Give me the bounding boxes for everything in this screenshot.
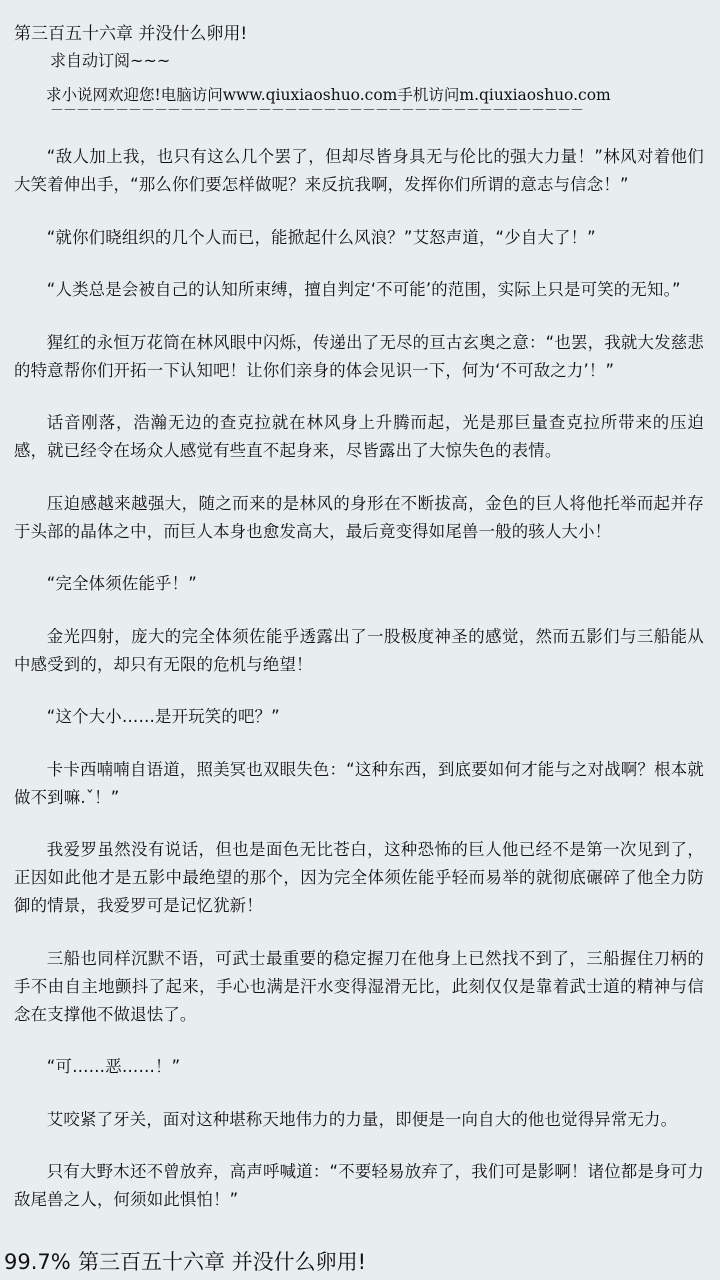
- reading-progress: 99.7%: [4, 1250, 71, 1274]
- paragraph: 话音刚落，浩瀚无边的查克拉就在林风身上升腾而起，光是那巨量查克拉所带来的压迫感，就已经令在场众人感觉有些直不起身来，尽皆露出了大惊失色的表情。: [14, 413, 704, 460]
- paragraph: 金光四射，庞大的完全体须佐能乎透露出了一股极度神圣的感觉，然而五影们与三船能从中感受到的，却只有无限的危机与绝望！: [14, 626, 704, 674]
- promo-divider: －－－－－－－－－－－－－－－－－－－－－－－－－－－－－－－－－－－－－－－－－: [50, 103, 583, 119]
- paragraph: 艾咬紧了牙关，面对这种堪称天地伟力的力量，即便是一向自大的他也觉得异常无力。: [46, 1109, 678, 1129]
- paragraph: 三船也同样沉默不语，可武士最重要的稳定握刀在他身上已然找不到了，三船握住刀柄的手不由自主地颤抖了起来，手心也满是汗水变得湿滑无比，此刻仅仅是靠着武士道的精神与信念在支撑他不做退怯了。: [14, 948, 704, 1024]
- paragraph: 压迫感越来越强大，随之而来的是林风的身形在不断拔高，金色的巨人将他托举而起并存于头部的晶体之中，而巨人本身也愈发高大，最后竟变得如尾兽一般的骇人大小！: [14, 493, 704, 541]
- paragraph: 只有大野木还不曾放弃，高声呼喊道：“不要轻易放弃了，我们可是影啊！诸位都是身可力敌尾兽之人，何须如此惧怕！”: [14, 1162, 704, 1209]
- paragraph: “人类总是会被自己的认知所束缚，擅自判定‘不可能’的范围，实际上只是可笑的无知。”: [46, 280, 681, 299]
- chapter-title: 第三百五十六章 并没什么卵用!: [14, 24, 248, 44]
- paragraph: “完全体须佐能乎！”: [46, 574, 197, 593]
- paragraph: 卡卡西喃喃自语道，照美冥也双眼失色：“这种东西，到底要如何才能与之对战啊？根本就做不到嘛.ˇ！”: [14, 759, 704, 807]
- subscribe-note: 求自动订阅~~~: [50, 51, 171, 70]
- paragraph: 我爱罗虽然没有说话，但也是面色无比苍白，这种恐怖的巨人他已经不是第一次见到了，正因如此他才是五影中最绝望的那个，因为完全体须佐能乎轻而易举的就彻底碾碎了他全力防御的情景，我爱罗可是记忆犹新！: [14, 840, 704, 915]
- reader-status-bar: [0, 1240, 720, 1280]
- status-chapter-title: 第三百五十六章 并没什么卵用!: [78, 1250, 367, 1274]
- site-promo: 求小说网欢迎您!电脑访问www.qiuxiaoshuo.com手机访问m.qiuxiaoshuo.com: [46, 86, 611, 104]
- paragraph: “这个大小……是开玩笑的吧？”: [46, 707, 280, 726]
- paragraph: “敌人加上我，也只有这么几个罢了，但却尽皆身具无与伦比的强大力量！”林风对着他们大笑着伸出手，“那么你们要怎样做呢？来反抗我啊，发挥你们所谓的意志与信念！”: [14, 147, 704, 194]
- paragraph: “就你们晓组织的几个人而已，能掀起什么风浪？”艾怒声道，“少自大了！”: [46, 227, 596, 247]
- paragraph: 猩红的永恒万花筒在林风眼中闪烁，传递出了无尽的亘古玄奥之意：“也罢，我就大发慈悲的特意帮你们开拓一下认知吧！让你们亲身的体会见识一下，何为‘不可敌之力’！”: [14, 332, 704, 380]
- paragraph: “可……恶……！”: [46, 1057, 181, 1076]
- chapter-content: [14, 143, 704, 1240]
